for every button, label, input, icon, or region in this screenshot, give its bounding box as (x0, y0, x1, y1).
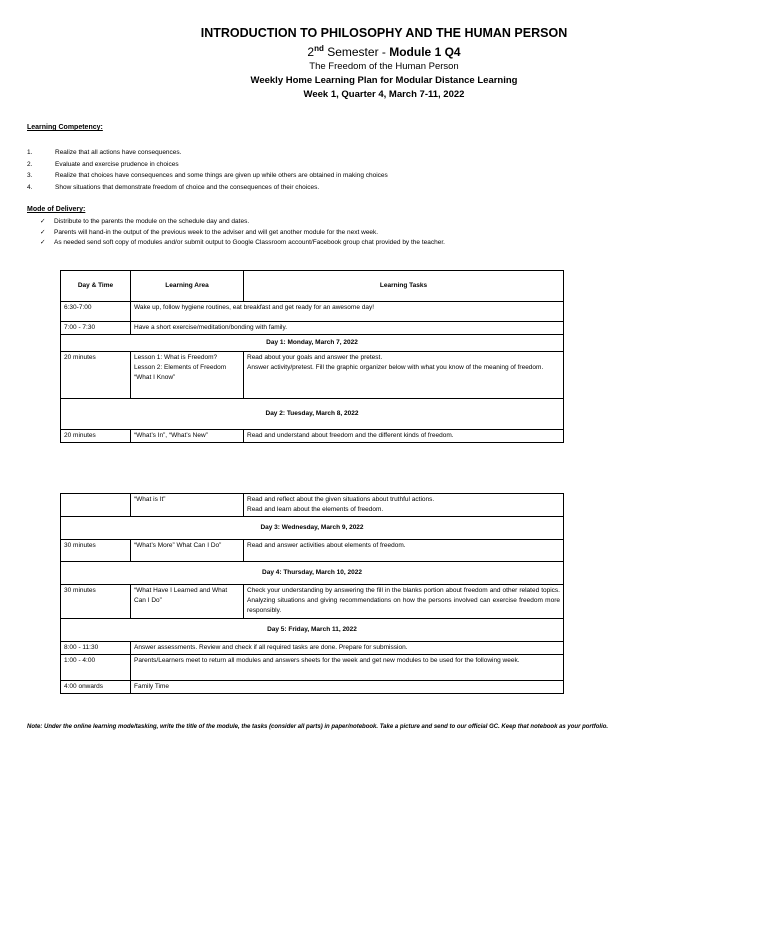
competency-title: Learning Competency: (27, 124, 103, 131)
table-row: 7:00 - 7:30 Have a short exercise/meditation/bonding with family. (61, 322, 564, 335)
list-item: ✓ Parents will hand-in the output of the previous week to the adviser and will get another module for the next week. (40, 228, 445, 239)
list-item: 2. Evaluate and exercise prudence in choices (27, 160, 179, 168)
header-time: Day & Time (61, 271, 131, 302)
table-row: 8:00 - 11:30 Answer assessments. Review and check if all required tasks are done. Prepare for submission. (61, 642, 564, 655)
table-row: 20 minutes “What’s In”, “What’s New” Read and understand about freedom and the different kinds of freedom. (61, 430, 564, 443)
delivery-title: Mode of Delivery: (27, 206, 86, 213)
list-item: 3. Realize that choices have consequences and some things are given up while others are obtained in making choices (27, 172, 388, 180)
day-header: Day 2: Tuesday, March 8, 2022 (61, 399, 564, 430)
table-row: “What is It” Read and reflect about the given situations about truthful actions. Read and learn about the elements of freedom. (61, 494, 564, 517)
table-row (61, 517, 564, 540)
plan-title: Weekly Home Learning Plan for Modular Distance Learning (250, 75, 518, 86)
footer-note: Note: Under the online learning mode/tasking, write the title of the module, the tasks (consider all parts) in paper/notebook. Take a picture and send to our official GC. Keep that notebook as your portfolio. (27, 724, 609, 730)
delivery-list (40, 217, 445, 249)
learning-plan-table-2 (60, 493, 564, 694)
learning-plan-table-1 (60, 270, 564, 443)
table-row: 20 minutes Lesson 1: What is Freedom? Lesson 2: Elements of Freedom “What I Know” Read about your goals and answer the pretest. Answer activity/pretest. Fill the graphic organizer below with what you know of the meaning of freedom. (61, 352, 564, 399)
list-item: ✓ As needed send soft copy of modules and/or submit output to Google Classroom account/Facebook group chat provided by the teacher. (40, 238, 445, 249)
topic-title: The Freedom of the Human Person (309, 61, 459, 72)
table-row (61, 562, 564, 585)
semester-suffix: nd (314, 44, 324, 53)
competency-list (27, 147, 388, 194)
semester-label: Semester - (323, 45, 390, 59)
day-header: Day 4: Thursday, March 10, 2022 (61, 562, 564, 585)
semester-module (0, 41, 768, 60)
list-item: 4. Show situations that demonstrate freedom of choice and the consequences of their choices. (27, 184, 320, 192)
table-row (61, 271, 564, 302)
checkmark-icon: ✓ (40, 239, 46, 246)
day-header: Day 3: Wednesday, March 9, 2022 (61, 517, 564, 540)
module-label: Module 1 Q4 (389, 45, 461, 59)
table-row (61, 619, 564, 642)
list-item: ✓ Distribute to the parents the module on the schedule day and dates. (40, 217, 445, 228)
table-row: 6:30-7:00 Wake up, follow hygiene routines, eat breakfast and get ready for an awesome day! (61, 302, 564, 322)
day-header: Day 5: Friday, March 11, 2022 (61, 619, 564, 642)
table-row (61, 399, 564, 430)
table-row (61, 335, 564, 352)
checkmark-icon: ✓ (40, 228, 46, 236)
header-tasks: Learning Tasks (244, 271, 564, 302)
checkmark-icon: ✓ (40, 218, 46, 225)
table-row: 30 minutes “What Have I Learned and What Can I Do” Check your understanding by answering the fill in the blanks portion about freedom and other related topics. Analyzing situations and giving recommendations on how the persons involved can exercise freedom more responsibly. (61, 585, 564, 619)
table-row: 30 minutes “What’s More” What Can I Do” Read and answer activities about elements of freedom. (61, 540, 564, 562)
document-header (0, 26, 768, 102)
table-row: 1:00 - 4:00 Parents/Learners meet to return all modules and answers sheets for the week and get new modules to be used for the following week. (61, 655, 564, 681)
header-area: Learning Area (131, 271, 244, 302)
week-title: Week 1, Quarter 4, March 7-11, 2022 (303, 89, 465, 100)
document-title: INTRODUCTION TO PHILOSOPHY AND THE HUMAN PERSON (200, 26, 568, 40)
list-item: 1. Realize that all actions have consequences. (27, 149, 182, 156)
semester-number: 2 (307, 45, 315, 59)
day-header: Day 1: Monday, March 7, 2022 (61, 335, 564, 352)
table-row: 4:00 onwards Family Time (61, 681, 564, 694)
